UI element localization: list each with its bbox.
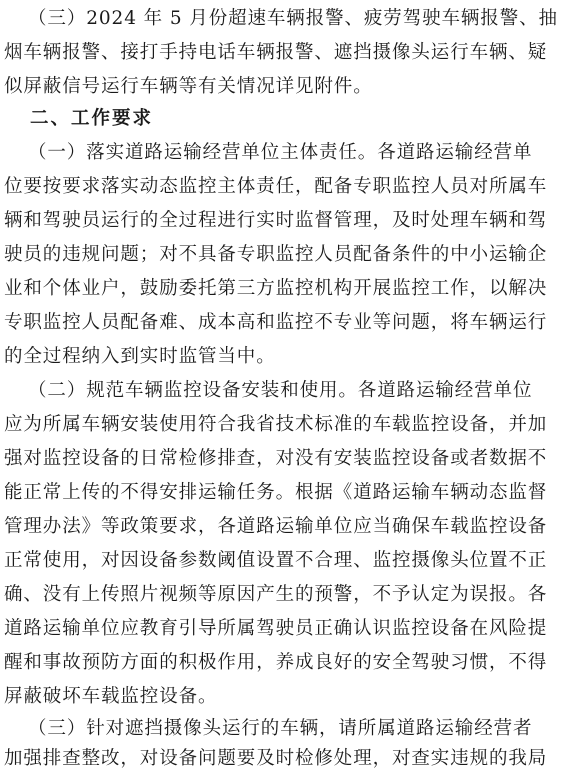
paragraph-line: 强对监控设备的日常检修排查，对没有安装监控设备或者数据不 bbox=[4, 448, 548, 469]
paragraph-line: 确、没有上传照片视频等原因产生的预警，不予认定为误报。各 bbox=[4, 584, 548, 605]
paragraph-line: （三）针对遮挡摄像头运行的车辆，请所属道路运输经营者 bbox=[28, 718, 533, 739]
paragraph-line: 辆和驾驶员运行的全过程进行实时监督管理，及时处理车辆和驾 bbox=[4, 210, 548, 231]
paragraph-line: 能正常上传的不得安排运输任务。根据《道路运输车辆动态监督 bbox=[4, 482, 548, 503]
paragraph-line: （二）规范车辆监控设备安装和使用。各道路运输经营单位 bbox=[28, 380, 533, 401]
paragraph-line: 位要按要求落实动态监控主体责任，配备专职监控人员对所属车 bbox=[4, 176, 548, 197]
paragraph-line: 烟车辆报警、接打手持电话车辆报警、遮挡摄像头运行车辆、疑 bbox=[4, 42, 548, 63]
paragraph-line: 应为所属车辆安装使用符合我省技术标准的车载监控设备，并加 bbox=[4, 414, 548, 435]
section-heading: 二、工作要求 bbox=[30, 108, 154, 129]
paragraph-line: 醒和事故预防方面的积极作用，养成良好的安全驾驶习惯，不得 bbox=[4, 652, 548, 673]
paragraph-line: （一）落实道路运输经营单位主体责任。各道路运输经营单 bbox=[28, 142, 533, 163]
paragraph-line: 加强排查整改，对设备问题要及时检修处理，对查实违规的我局 bbox=[4, 748, 548, 769]
paragraph-line: 业和个体业户，鼓励委托第三方监控机构开展监控工作，以解决 bbox=[4, 278, 548, 299]
paragraph-line: 专职监控人员配备难、成本高和监控不专业等问题，将车辆运行 bbox=[4, 312, 548, 333]
paragraph-line: （三）2024 年 5 月份超速车辆报警、疲劳驾驶车辆报警、抽 bbox=[28, 8, 558, 29]
paragraph-line: 屏蔽破坏车载监控设备。 bbox=[4, 686, 218, 707]
paragraph-line: 似屏蔽信号运行车辆等有关情况详见附件。 bbox=[4, 76, 373, 97]
paragraph-line: 正常使用，对因设备参数阈值设置不合理、监控摄像头位置不正 bbox=[4, 550, 548, 571]
paragraph-line: 的全过程纳入到实时监管当中。 bbox=[4, 346, 276, 367]
paragraph-line: 驶员的违规问题；对不具备专职监控人员配备条件的中小运输企 bbox=[4, 244, 548, 265]
paragraph-line: 管理办法》等政策要求，各道路运输单位应当确保车载监控设备 bbox=[4, 516, 548, 537]
paragraph-line: 道路运输单位应教育引导所属驾驶员正确认识监控设备在风险提 bbox=[4, 618, 548, 639]
